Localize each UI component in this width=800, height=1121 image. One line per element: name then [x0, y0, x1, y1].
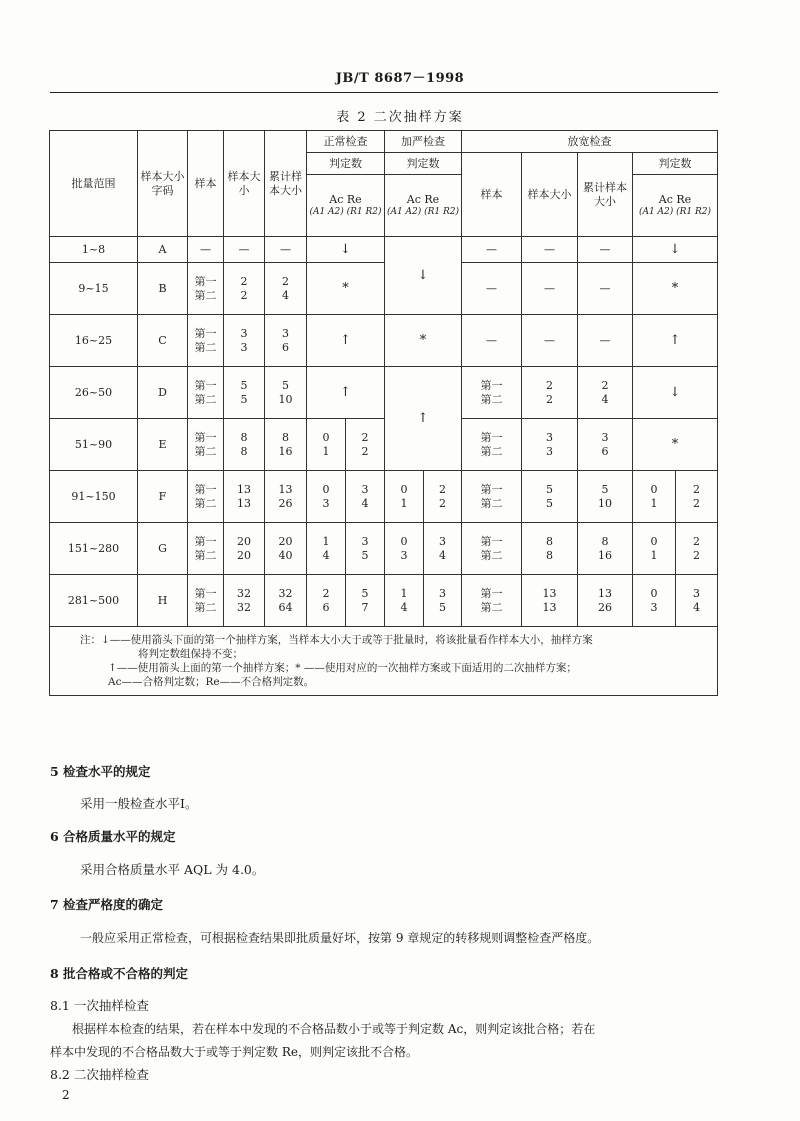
reduced-cumulative-second: 4 — [601, 392, 609, 406]
tight-re-first: 2 — [439, 482, 446, 496]
normal-re-second: 7 — [361, 600, 369, 614]
reduced-ac-second: 3 — [650, 600, 658, 614]
reduced-cumulative: — — [578, 315, 633, 367]
table-row — [50, 471, 718, 523]
reduced-cumulative: — — [578, 263, 633, 315]
header-reduced-sample: 样本 — [462, 153, 522, 237]
sample-size-second: 32 — [237, 600, 251, 614]
tight-ac-second: 3 — [400, 548, 408, 562]
lot-range: 26~50 — [50, 367, 138, 419]
tight-ac-first: 0 — [400, 534, 408, 548]
normal-re-first: 5 — [361, 586, 369, 600]
header-rule — [50, 92, 718, 93]
reduced-sample-first: 第一 — [480, 430, 503, 444]
cumulative-second: 16 — [278, 444, 293, 458]
cumulative-first: 32 — [278, 586, 293, 600]
tight-ac-re-sub: (A1 A2) (R1 R2) — [386, 207, 460, 217]
sample-size-first: 32 — [237, 586, 251, 600]
tight-ac-first: 1 — [400, 586, 408, 600]
note-down-arrow-cont: 将判定数组保持不变； — [138, 648, 243, 660]
normal-criteria-arrow: ↑ — [307, 367, 385, 419]
reduced-ac-first: 0 — [650, 482, 658, 496]
sample-first: 第一 — [194, 482, 217, 496]
reduced-cumulative-first: 5 — [601, 482, 609, 496]
sample-size-second: 8 — [240, 444, 248, 458]
lot-range: 91~150 — [50, 471, 138, 523]
reduced-criteria-symbol: * — [633, 263, 718, 315]
header-tight-criteria: 判定数 — [385, 153, 462, 175]
reduced-sample-second: 第二 — [480, 392, 503, 406]
reduced-sample-second: 第二 — [480, 548, 503, 562]
sampling-plan-table — [49, 130, 718, 696]
reduced-size-first: 5 — [546, 482, 553, 496]
sample-second: 第二 — [194, 288, 217, 302]
section-7-title: 7 检查严格度的确定 — [50, 897, 164, 912]
table-row — [50, 263, 718, 315]
sample-size-first: 13 — [237, 482, 251, 496]
sample-first: 第一 — [194, 430, 217, 444]
normal-criteria-arrow: ↑ — [307, 315, 385, 367]
reduced-re-first: 3 — [693, 586, 700, 600]
sample-size: — — [224, 237, 265, 263]
sample-second: 第二 — [194, 392, 217, 406]
table-title: 表 2 二次抽样方案 — [336, 110, 464, 125]
note-down-arrow: ↓——使用箭头下面的第一个抽样方案，当样本大小大于或等于批量时，将该批量看作样本大小，抽样方案 — [101, 634, 593, 646]
reduced-ac-second: 1 — [650, 548, 658, 562]
reduced-re-first: 2 — [693, 482, 700, 496]
table-row — [50, 315, 718, 367]
normal-criteria-symbol: * — [307, 263, 385, 315]
sample-second: 第二 — [194, 444, 217, 458]
tight-re-second: 5 — [439, 600, 446, 614]
reduced-criteria-symbol: * — [633, 419, 718, 471]
normal-re-first: 3 — [361, 534, 369, 548]
section-8-1-text-1: 根据样本检查的结果，若在样本中发现的不合格品数小于或等于判定数 Ac，则判定该批合格；若在 — [72, 1022, 596, 1036]
reduced-sample-first: 第一 — [480, 482, 503, 496]
reduced-size-first: 8 — [546, 534, 553, 548]
normal-ac-second: 6 — [322, 600, 330, 614]
table-row — [50, 367, 718, 419]
section-8-1-text-2: 样本中发现的不合格品数大于或等于判定数 Re，则判定该批不合格。 — [50, 1045, 418, 1059]
normal-ac-re-sub: (A1 A2) (R1 R2) — [309, 207, 382, 217]
reduced-cumulative-first: 13 — [598, 586, 612, 600]
sample-size-second: 13 — [237, 496, 251, 510]
cumulative-second: 64 — [278, 600, 293, 614]
page-number: 2 — [62, 1088, 70, 1102]
cumulative-first: 8 — [282, 430, 289, 444]
header-tightened: 加严检查 — [385, 131, 462, 153]
reduced-sample-label: — — [462, 237, 522, 263]
normal-ac-second: 3 — [322, 496, 330, 510]
header-sample: 样本 — [188, 131, 224, 237]
normal-ac-first: 2 — [322, 586, 330, 600]
table-row — [50, 237, 718, 263]
reduced-sample-size: — — [522, 315, 578, 367]
header-reduced-criteria: 判定数 — [633, 153, 718, 175]
table-row — [50, 419, 718, 471]
reduced-size-second: 13 — [542, 600, 557, 614]
cumulative-first: 3 — [282, 326, 289, 340]
reduced-criteria-arrow: ↓ — [633, 237, 718, 263]
cumulative-first: 13 — [278, 482, 293, 496]
sample-second: 第二 — [194, 496, 217, 510]
sample-second: 第二 — [194, 340, 217, 354]
reduced-ac-first: 0 — [650, 586, 658, 600]
normal-ac-first: 0 — [322, 482, 330, 496]
lot-range: 16~25 — [50, 315, 138, 367]
reduced-sample-first: 第一 — [480, 378, 503, 392]
tight-re-first: 3 — [439, 534, 446, 548]
sample-size-second: 2 — [240, 288, 248, 302]
lot-range: 1~8 — [50, 237, 138, 263]
reduced-sample-first: 第一 — [480, 586, 503, 600]
code-letter: A — [138, 237, 188, 263]
section-5-text: 采用一般检查水平Ⅰ。 — [80, 796, 198, 811]
normal-criteria-arrow: ↓ — [307, 237, 385, 263]
normal-ac-re: Ac Re — [329, 193, 362, 206]
reduced-sample-size: — — [522, 263, 578, 315]
section-8-title: 8 批合格或不合格的判定 — [50, 966, 189, 981]
code-letter: H — [138, 575, 188, 627]
reduced-sample-first: 第一 — [480, 534, 503, 548]
reduced-size-second: 8 — [546, 548, 553, 562]
section-8-2-title: 8.2 二次抽样检查 — [50, 1067, 149, 1082]
tight-criteria-symbol: * — [385, 315, 462, 367]
sample-size-first: 8 — [240, 430, 248, 444]
cumulative-second: 6 — [282, 340, 289, 354]
reduced-cumulative-first: 3 — [601, 430, 609, 444]
normal-re-second: 4 — [361, 496, 369, 510]
reduced-cumulative-first: 2 — [601, 378, 609, 392]
reduced-re-first: 2 — [693, 534, 700, 548]
sample-second: 第二 — [194, 600, 217, 614]
tight-re-second: 2 — [439, 496, 446, 510]
cumulative-second: 26 — [278, 496, 293, 510]
reduced-size-second: 2 — [546, 392, 553, 406]
header-reduced-size: 样本大小 — [522, 153, 578, 237]
sample-size-first: 5 — [240, 378, 248, 392]
header-lot-range: 批量范围 — [50, 131, 138, 237]
note-ac-re: Ac——合格判定数；Re——不合格判定数。 — [108, 676, 315, 688]
sample-size-second: 5 — [240, 392, 248, 406]
sample-second: 第二 — [194, 548, 217, 562]
normal-re-second: 5 — [361, 548, 369, 562]
normal-re-first: 2 — [361, 430, 369, 444]
normal-ac-second: 4 — [322, 548, 330, 562]
code-letter: E — [138, 419, 188, 471]
cumulative-size: — — [265, 237, 307, 263]
section-6-text: 采用合格质量水平 AQL 为 4.0。 — [80, 862, 265, 877]
reduced-sample-size: — — [522, 237, 578, 263]
table-notes-row — [50, 627, 718, 696]
header-normal-criteria: 判定数 — [307, 153, 385, 175]
reduced-re-second: 4 — [693, 600, 700, 614]
header-reduced-cumulative: 累计样本大小 — [578, 153, 633, 237]
lot-range: 9~15 — [50, 263, 138, 315]
reduced-sample-label: — — [462, 263, 522, 315]
tight-re-second: 4 — [439, 548, 446, 562]
cumulative-second: 4 — [282, 288, 289, 302]
section-6-title: 6 合格质量水平的规定 — [50, 829, 176, 844]
header-code-letter: 样本大小字码 — [138, 131, 188, 237]
table-row — [50, 575, 718, 627]
reduced-ac-re: Ac Re — [658, 193, 692, 206]
sample-first: 第一 — [194, 326, 217, 340]
code-letter: D — [138, 367, 188, 419]
reduced-sample-second: 第二 — [480, 600, 503, 614]
notes-label: 注： — [80, 634, 101, 646]
tight-ac-second: 1 — [400, 496, 408, 510]
sample-size-first: 20 — [237, 534, 251, 548]
tight-ac-re: Ac Re — [406, 193, 440, 206]
document-number: JB/T 8687－1998 — [335, 71, 465, 86]
code-letter: F — [138, 471, 188, 523]
lot-range: 281~500 — [50, 575, 138, 627]
tight-ac-first: 0 — [400, 482, 408, 496]
normal-ac-second: 1 — [322, 444, 330, 458]
code-letter: C — [138, 315, 188, 367]
lot-range: 51~90 — [50, 419, 138, 471]
sample-label: — — [188, 237, 224, 263]
normal-ac-first: 1 — [322, 534, 330, 548]
reduced-ac-second: 1 — [650, 496, 658, 510]
tight-re-first: 3 — [439, 586, 446, 600]
reduced-cumulative-first: 8 — [601, 534, 609, 548]
table-notes — [50, 627, 718, 696]
sample-first: 第一 — [194, 274, 217, 288]
cumulative-second: 10 — [278, 392, 293, 406]
sample-size-second: 3 — [240, 340, 248, 354]
header-reduced: 放宽检查 — [462, 131, 718, 153]
cumulative-first: 2 — [282, 274, 289, 288]
tight-criteria-arrow: ↓ — [385, 237, 462, 315]
reduced-re-second: 2 — [693, 548, 700, 562]
section-7-text: 一般应采用正常检查，可根据检查结果即批质量好坏，按第 9 章规定的转移规则调整检查严格度。 — [80, 931, 600, 945]
code-letter: B — [138, 263, 188, 315]
header-sample-size: 样本大小 — [224, 131, 265, 237]
reduced-size-first: 3 — [546, 430, 553, 444]
cumulative-first: 20 — [278, 534, 293, 548]
lot-range: 151~280 — [50, 523, 138, 575]
normal-re-second: 2 — [361, 444, 369, 458]
reduced-size-first: 13 — [542, 586, 557, 600]
reduced-size-first: 2 — [546, 378, 553, 392]
reduced-cumulative-second: 10 — [598, 496, 612, 510]
reduced-re-second: 2 — [693, 496, 700, 510]
tight-criteria-arrow: ↑ — [385, 367, 462, 471]
sample-size-first: 3 — [240, 326, 248, 340]
cumulative-second: 40 — [278, 548, 293, 562]
sample-first: 第一 — [194, 378, 217, 392]
reduced-cumulative-second: 26 — [598, 600, 612, 614]
sample-size-second: 20 — [237, 548, 251, 562]
section-5-title: 5 检查水平的规定 — [50, 764, 151, 779]
cumulative-first: 5 — [282, 378, 289, 392]
reduced-sample-label: — — [462, 315, 522, 367]
header-normal: 正常检查 — [307, 131, 385, 153]
tight-ac-second: 4 — [400, 600, 408, 614]
sample-first: 第一 — [194, 534, 217, 548]
normal-ac-first: 0 — [322, 430, 330, 444]
sample-size-first: 2 — [240, 274, 248, 288]
reduced-criteria-arrow: ↓ — [633, 367, 718, 419]
section-8-1-title: 8.1 一次抽样检查 — [50, 998, 149, 1013]
header-cumulative: 累计样本大小 — [265, 131, 307, 237]
note-up-arrow: ↑——使用箭头上面的第一个抽样方案；* ——使用对应的一次抽样方案或下面适用的二次抽样方案； — [108, 662, 577, 674]
normal-re-first: 3 — [361, 482, 369, 496]
reduced-size-second: 5 — [546, 496, 553, 510]
reduced-ac-first: 0 — [650, 534, 658, 548]
reduced-sample-second: 第二 — [480, 496, 503, 510]
reduced-ac-re-sub: (A1 A2) (R1 R2) — [638, 207, 712, 217]
reduced-cumulative-second: 6 — [601, 444, 609, 458]
reduced-cumulative: — — [578, 237, 633, 263]
table-row — [50, 523, 718, 575]
reduced-cumulative-second: 16 — [598, 548, 612, 562]
reduced-criteria-arrow: ↑ — [633, 315, 718, 367]
reduced-sample-second: 第二 — [480, 444, 503, 458]
reduced-size-second: 3 — [546, 444, 553, 458]
sample-first: 第一 — [194, 586, 217, 600]
code-letter: G — [138, 523, 188, 575]
